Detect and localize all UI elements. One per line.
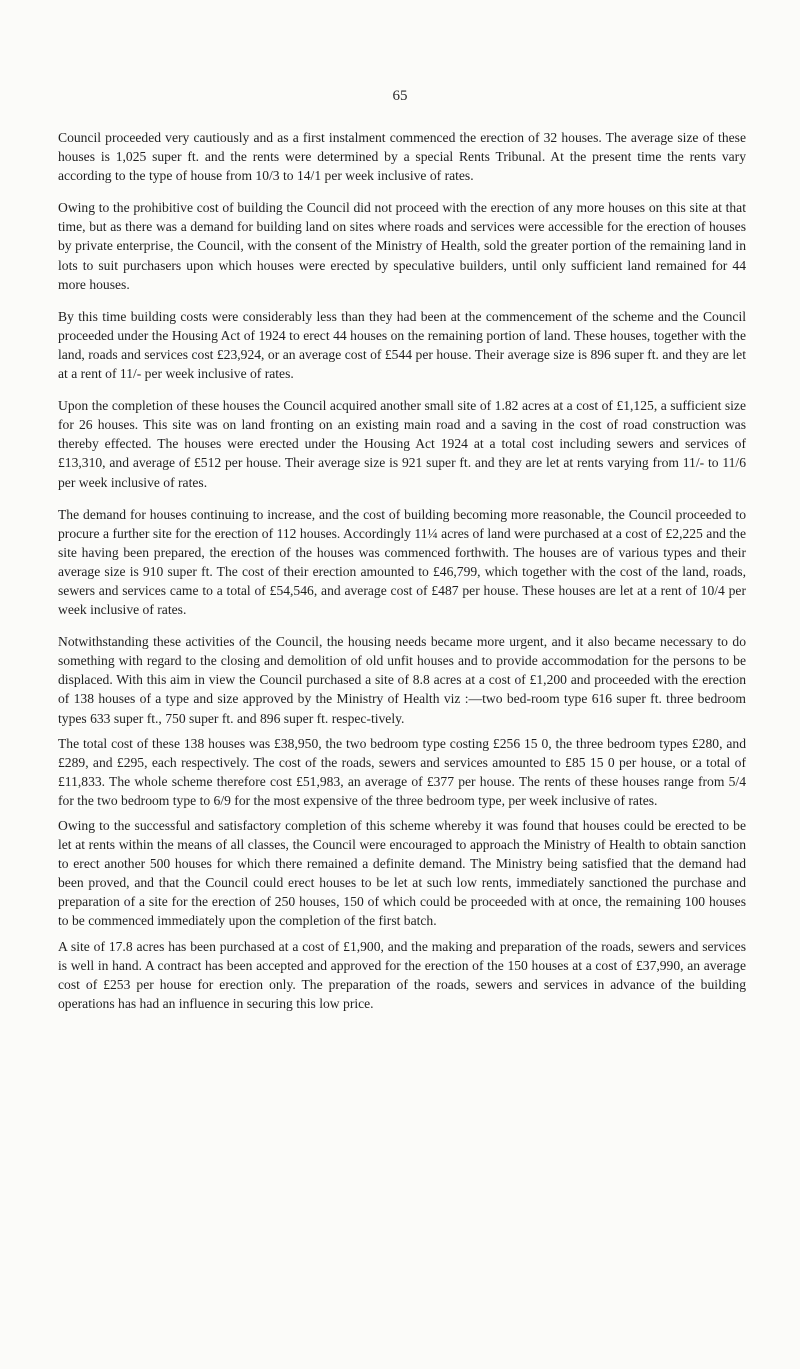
paragraph-8: Owing to the successful and satisfactory completion of this scheme whereby it was found that houses could be erected to be let at rents within the means of all classes, the Council were encouraged to approach the Ministry of Health to obtain sanction to erect another 500 houses for which there remained a definite demand. The Ministry being satisfied that the demand had been proved, and that the Council could erect houses to be let at such low rents, immediately sanctioned the purchase and preparation of a site for the erection of 250 houses, 150 of which could be proceeded with at once, the remaining 100 houses to be commenced immediately upon the completion of the first batch. bbox=[58, 818, 746, 929]
paragraph-9: A site of 17.8 acres has been purchased at a cost of £1,900, and the making and preparation of the roads, sewers and services is well in hand. A contract has been accepted and approved for the erection of the 150 houses at a cost of £37,990, an average cost of £253 per house for erection only. The preparation of the roads, sewers and services in advance of the building operations has had an influence in securing this low price. bbox=[58, 938, 746, 1011]
page-number: 65 bbox=[392, 88, 408, 104]
paragraph-4: Upon the completion of these houses the Council acquired another small site of 1.82 acres at a cost of £1,125, a sufficient size for 26 houses. This site was on land fronting on an existing main road and a saving in the cost of road construction was thereby effected. The houses were erected under the Housing Act 1924 at a total cost including sewers and services of £13,310, and average of £512 per house. Their average size is 921 super ft. and they are let at rents varying from 11/- to 11/6 per week inclusive of rates. bbox=[58, 398, 746, 490]
paragraph-5: The demand for houses continuing to increase, and the cost of building becoming more reasonable, the Council proceeded to procure a further site for the erection of 112 houses. Accordingly 11¼ acres of land were purchased at a cost of £2,225 and the site having been prepared, the erection of the houses was commenced forthwith. The houses are of various types and their average size is 910 super ft. The cost of their erection amounted to £46,799, which together with the cost of the land, roads, sewers and services came to a total of £54,546, and average cost of £487 per house. These houses are let at a rent of 10/4 per week inclusive of rates. bbox=[58, 506, 746, 618]
paragraph-6: Notwithstanding these activities of the Council, the housing needs became more urgent, and it also became necessary to do something with regard to the closing and demolition of old unfit houses and to provide accommodation for the persons to be displaced. With this aim in view the Council purchased a site of 8.8 acres at a cost of £1,200 and proceeded with the erection of 138 houses of a type and size approved by the Ministry of Health viz :—two bed-room type 616 super ft. three bedroom types 633 super ft., 750 super ft. and 896 super ft. respec-tively. bbox=[58, 634, 746, 726]
paragraph-2: Owing to the prohibitive cost of building the Council did not proceed with the erection of any more houses on this site at that time, but as there was a demand for building land on sites where roads and services were accessible for the erection of houses by private enterprise, the Council, with the consent of the Ministry of Health, sold the greater portion of the remaining land in lots to suit purchasers upon which houses were erected by speculative builders, until only sufficient land remained for 44 more houses. bbox=[58, 200, 746, 292]
body-text bbox=[58, 128, 746, 1026]
paragraph-3: By this time building costs were considerably less than they had been at the commencement of the scheme and the Council proceeded under the Housing Act of 1924 to erect 44 houses on the remaining portion of land. These houses, together with the land, roads and services cost £23,924, or an average cost of £544 per house. Their average size is 896 super ft. and they are let at a rent of 11/- per week inclusive of rates. bbox=[58, 308, 746, 382]
paragraph-7: The total cost of these 138 houses was £38,950, the two bedroom type costing £256 15 0, the three bedroom types £280, and £289, and £295, each respectively. The cost of the roads, sewers and services amounted to £85 15 0 per house, or a total of £11,833. The whole scheme therefore cost £51,983, an average of £377 per house. The rents of these houses range from 5/4 for the two bedroom type to 6/9 for the most expensive of the three bedroom type, per week inclusive of rates. bbox=[58, 735, 746, 808]
paragraph-1: Council proceeded very cautiously and as a first instalment commenced the erection of 32 houses. The average size of these houses is 1,025 super ft. and the rents were determined by a special Rents Tribunal. At the present time the rents vary according to the type of house from 10/3 to 14/1 per week inclusive of rates. bbox=[58, 130, 746, 184]
